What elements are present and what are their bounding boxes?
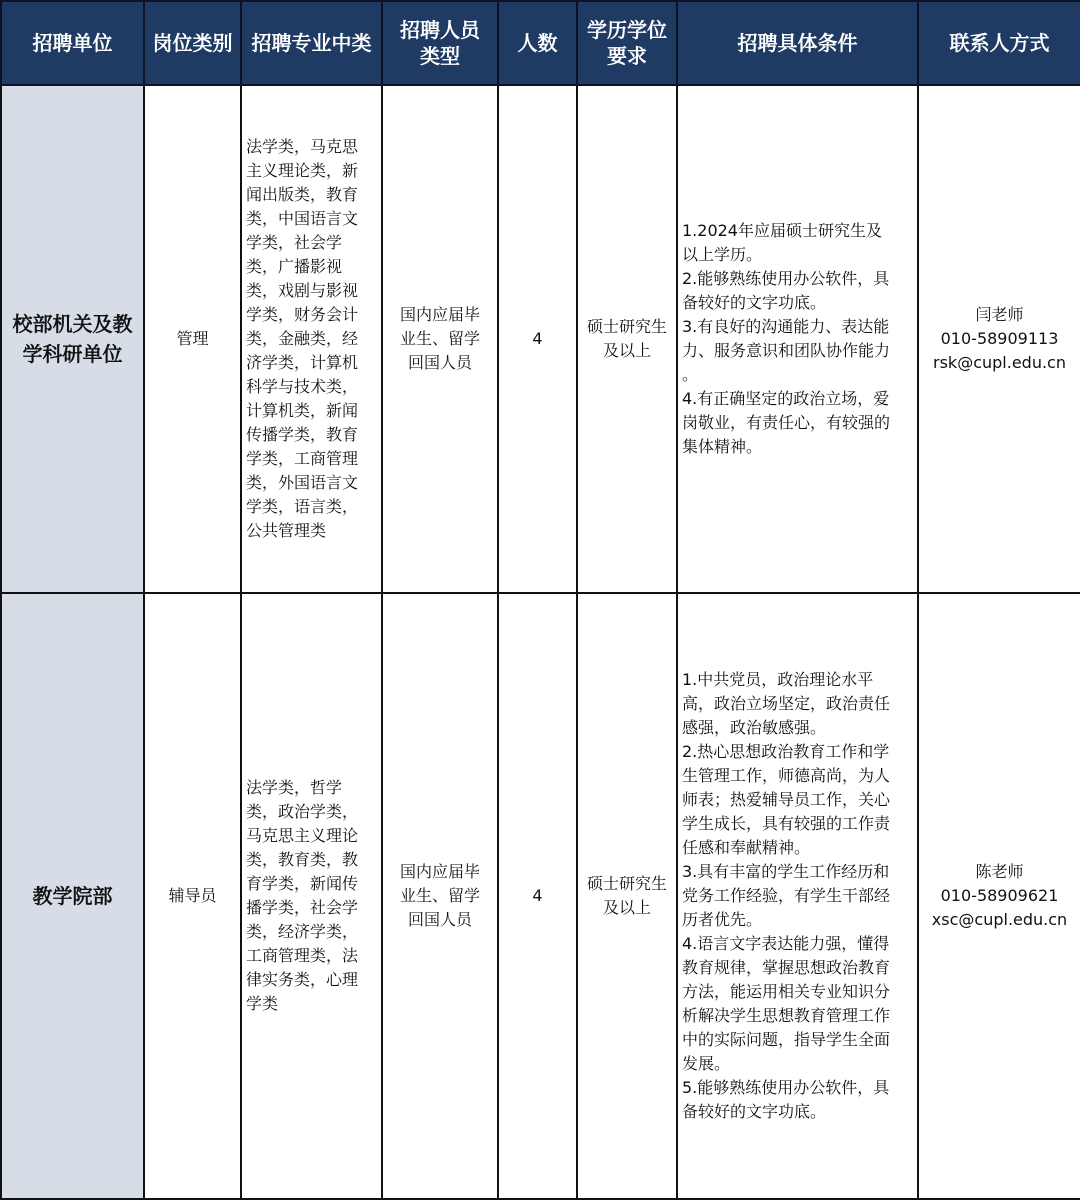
category-cell: 辅导员 bbox=[144, 593, 241, 1199]
major-cell: 法学类，哲学 类，政治学类， 马克思主义理论 类，教育类，教 育学类，新闻传 播学类，社会学 类，经济学类， 工商管理类，法 律实务类，心理 学类 bbox=[241, 593, 382, 1199]
header-unit: 招聘单位 bbox=[1, 1, 144, 85]
header-row bbox=[1, 1, 1080, 85]
conditions-cell: 1.中共党员，政治理论水平 高，政治立场坚定，政治责任 感强，政治敏感强。 2.热心思想政治教育工作和学 生管理工作，师德高尚，为人 师表；热爱辅导员工作，关心 学生成长，具有较强的工作责 任感和奉献精神。 3.具有丰富的学生工作经历和 党务工作经验，有学生干部经 历者优先。 4.语言文字表达能力强，懂得 教育规律，掌握思想政治教育 方法，能运用相关专业知识分 析解决学生思想教育管理工作 中的实际问题，指导学生全面 发展。 5.能够熟练使用办公软件，具 备较好的文字功底。 bbox=[677, 593, 918, 1199]
type-cell: 国内应届毕 业生、留学 回国人员 bbox=[382, 593, 498, 1199]
unit-cell: 校部机关及教 学科研单位 bbox=[1, 85, 144, 593]
unit-cell: 教学院部 bbox=[1, 593, 144, 1199]
count-cell: 4 bbox=[498, 85, 577, 593]
header-count: 人数 bbox=[498, 1, 577, 85]
edu-cell: 硕士研究生 及以上 bbox=[577, 85, 677, 593]
contact-cell: 陈老师 010-58909621 xsc@cupl.edu.cn bbox=[918, 593, 1080, 1199]
header-major: 招聘专业中类 bbox=[241, 1, 382, 85]
edu-cell: 硕士研究生 及以上 bbox=[577, 593, 677, 1199]
table-row bbox=[1, 593, 1080, 1199]
major-cell: 法学类，马克思 主义理论类，新 闻出版类，教育 类，中国语言文 学类，社会学 类，广播影视 类，戏剧与影视 学类，财务会计 类，金融类，经 济学类，计算机 科学与技术类， 计算机类，新闻 传播学类，教育 学类，工商管理 类，外国语言文 学类，语言类， 公共管理类 bbox=[241, 85, 382, 593]
header-contact: 联系人方式 bbox=[918, 1, 1080, 85]
count-cell: 4 bbox=[498, 593, 577, 1199]
table-row bbox=[1, 85, 1080, 593]
header-edu: 学历学位 要求 bbox=[577, 1, 677, 85]
header-category: 岗位类别 bbox=[144, 1, 241, 85]
type-cell: 国内应届毕 业生、留学 回国人员 bbox=[382, 85, 498, 593]
category-cell: 管理 bbox=[144, 85, 241, 593]
contact-cell: 闫老师 010-58909113 rsk@cupl.edu.cn bbox=[918, 85, 1080, 593]
header-type: 招聘人员 类型 bbox=[382, 1, 498, 85]
header-conditions: 招聘具体条件 bbox=[677, 1, 918, 85]
conditions-cell: 1.2024年应届硕士研究生及 以上学历。 2.能够熟练使用办公软件，具 备较好的文字功底。 3.有良好的沟通能力、表达能 力、服务意识和团队协作能力 。 4.有正确坚定的政治立场，爱 岗敬业，有责任心，有较强的 集体精神。 bbox=[677, 85, 918, 593]
